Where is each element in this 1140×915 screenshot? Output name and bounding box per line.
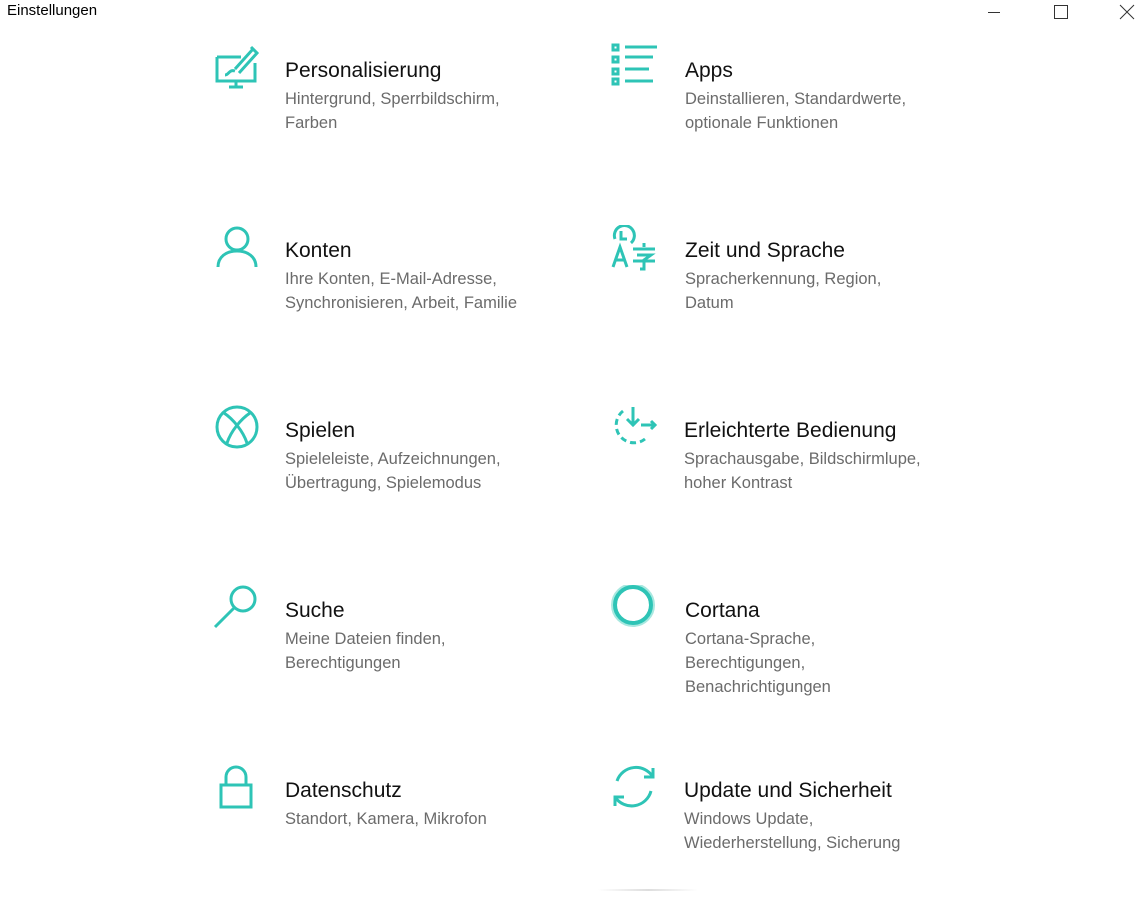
category-subtitle: Windows Update, Wiederherstellung, Sicherung — [684, 810, 901, 852]
minimize-button[interactable] — [971, 0, 1017, 24]
category-cortana[interactable] — [611, 585, 971, 735]
apps-list-icon — [611, 43, 659, 91]
category-subtitle: Deinstallieren, Standardwerte, optionale Funktionen — [685, 90, 907, 132]
category-subtitle: Meine Dateien finden, Berechtigungen — [285, 630, 446, 672]
category-subtitle: Cortana-Sprache, Berechtigungen, Benachrichtigungen — [685, 630, 831, 696]
category-subtitle: Sprachausgabe, Bildschirmlupe, hoher Kontrast — [684, 450, 921, 492]
title-bar — [0, 0, 1140, 32]
accessibility-icon — [611, 405, 659, 453]
time-language-icon — [611, 225, 659, 273]
category-subtitle: Standort, Kamera, Mikrofon — [285, 810, 487, 828]
app-title: Einstellungen — [7, 2, 98, 19]
personalization-icon — [213, 45, 261, 93]
person-icon — [213, 225, 261, 273]
category-spielen[interactable] — [213, 405, 573, 555]
lock-icon — [213, 765, 261, 813]
category-personalisierung[interactable] — [213, 45, 573, 195]
search-icon — [213, 585, 261, 633]
category-title: Apps — [685, 59, 733, 82]
xbox-icon — [213, 405, 261, 453]
minimize-icon — [987, 5, 1001, 19]
scroll-shadow-divider — [598, 889, 698, 891]
category-subtitle: Spracherkennung, Region, Datum — [685, 270, 882, 312]
category-title: Cortana — [685, 599, 760, 622]
category-title: Suche — [285, 599, 345, 622]
close-button[interactable] — [1104, 0, 1140, 24]
maximize-icon — [1053, 4, 1069, 20]
category-title: Konten — [285, 239, 352, 262]
close-icon — [1119, 4, 1135, 20]
update-icon — [611, 765, 659, 813]
category-subtitle: Hintergrund, Sperrbildschirm, Farben — [285, 90, 500, 132]
category-zeit-und-sprache[interactable] — [611, 225, 971, 375]
category-title: Personalisierung — [285, 59, 442, 82]
category-title: Zeit und Sprache — [685, 239, 845, 262]
category-title: Update und Sicherheit — [684, 779, 892, 802]
category-erleichterte-bedienung[interactable] — [611, 405, 971, 555]
category-title: Erleichterte Bedienung — [684, 419, 897, 442]
category-apps[interactable] — [611, 43, 971, 193]
category-title: Spielen — [285, 419, 356, 442]
cortana-icon — [611, 585, 659, 633]
category-datenschutz[interactable] — [213, 765, 573, 915]
maximize-button[interactable] — [1038, 0, 1084, 24]
category-konten[interactable] — [213, 225, 573, 375]
category-title: Datenschutz — [285, 779, 402, 802]
category-suche[interactable] — [213, 585, 573, 735]
category-subtitle: Ihre Konten, E-Mail-Adresse, Synchronisieren, Arbeit, Familie — [285, 270, 518, 312]
category-update-und-sicherheit[interactable] — [611, 765, 971, 915]
category-subtitle: Spieleleiste, Aufzeichnungen, Übertragung, Spielemodus — [285, 450, 501, 492]
